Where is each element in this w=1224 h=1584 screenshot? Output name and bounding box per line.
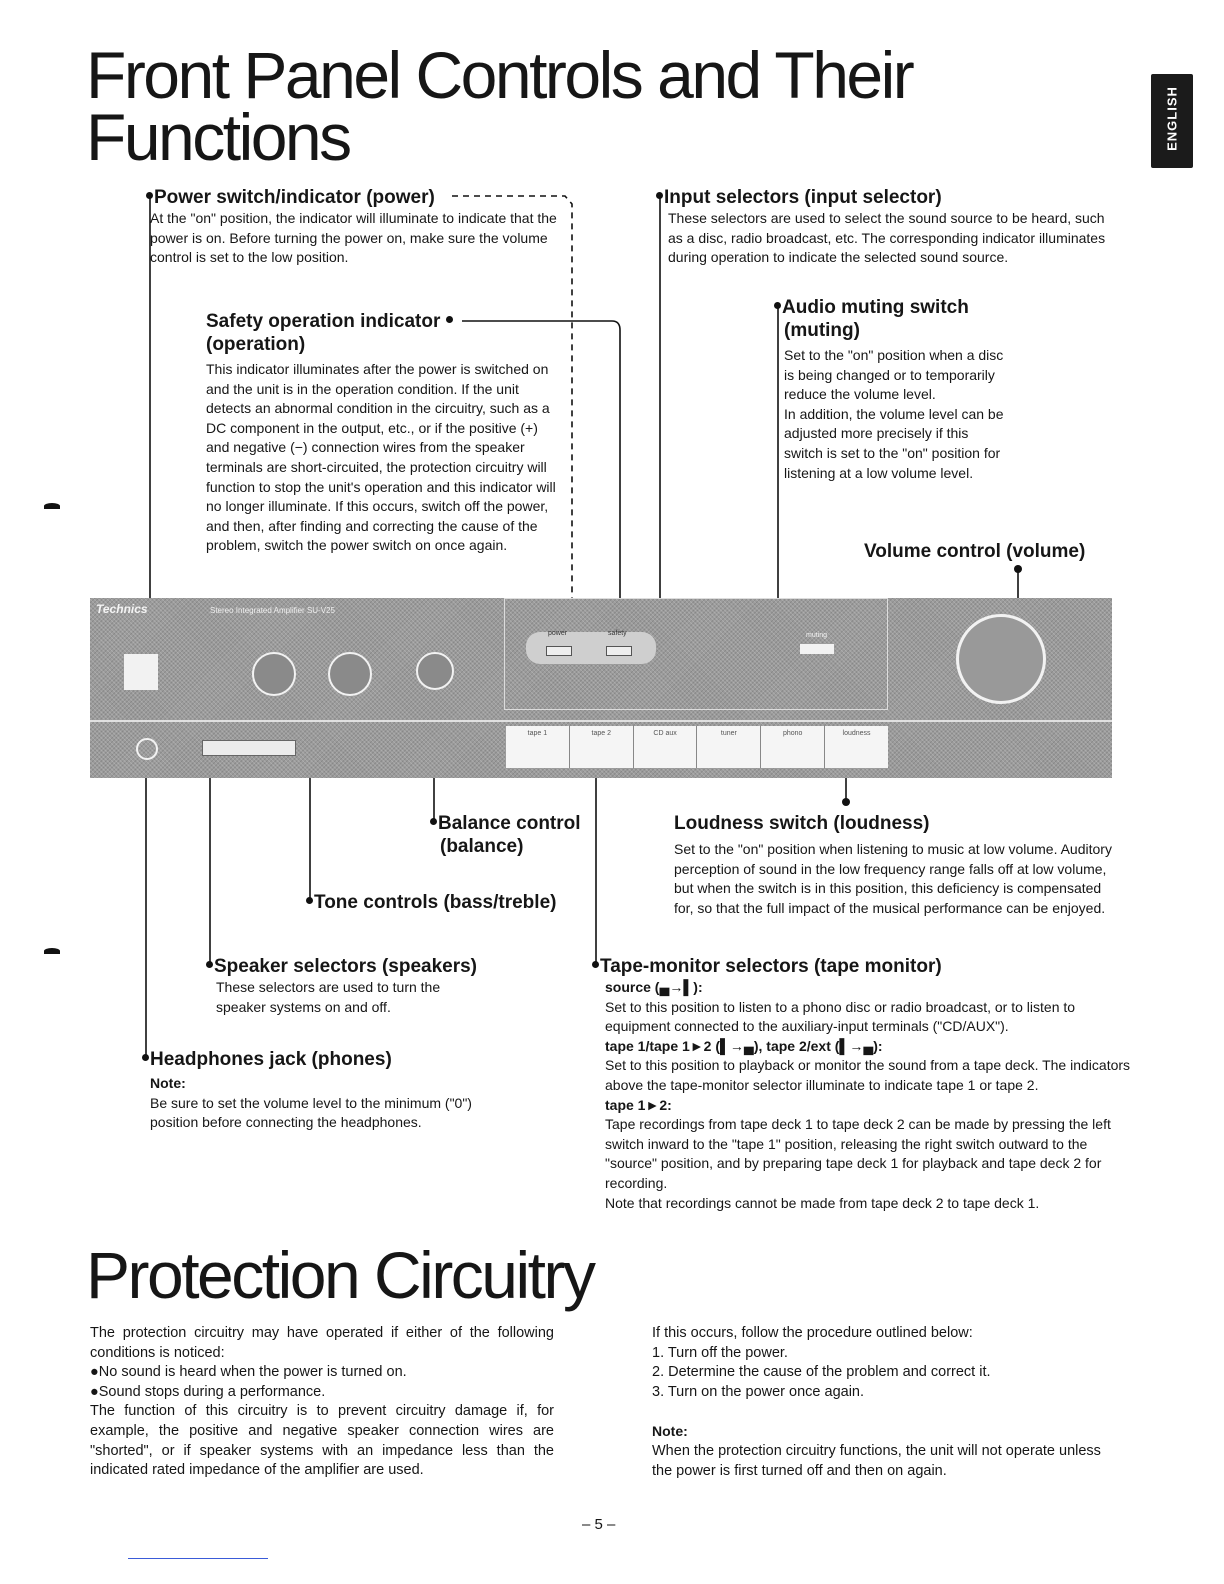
protection-title: Protection Circuitry bbox=[86, 1238, 594, 1312]
tape-monitor-section: Tape-monitor selectors (tape monitor) source (▄→▌): Set to this position to listen to a phono disc or radio broadcast, or to listen to equipment connected to the auxiliary-input terminals ("CD/AUX"). tape 1/tape 1►2 (▌→▄), tape 2/ext (▌→▄): Set to this position to playback or monitor the sound from a tape deck. The indicators above the tape-monitor selector illuminate to indicate tape 1 or tape 2. tape 1►2: Tape recordings from tape deck 1 to tape deck 2 can be made by pressing the left switch inward to the "tape 1" position, releasing the right switch outward to the "source" position, and by preparing tape deck 1 for playback and tape deck 2 for recording. Note that recordings cannot be made from tape deck 2 to tape deck 1. bbox=[592, 955, 1140, 1213]
speakers-section: Speaker selectors (speakers) These selectors are used to turn the speaker systems on and off. bbox=[206, 955, 526, 1017]
margin-mark bbox=[44, 948, 60, 954]
front-panel-illustration: Technics Stereo Integrated Amplifier SU-V25 power safety muting tape 1 tape 2 CD aux tuner phono loudness bbox=[90, 598, 1112, 778]
model-name: Stereo Integrated Amplifier SU-V25 bbox=[210, 606, 335, 615]
bullet-icon bbox=[446, 316, 453, 323]
input-text: These selectors are used to select the sound source to be heard, such as a disc, radio broadcast, etc. The corresponding indicator illuminates during operation to indicate the selected sound source. bbox=[668, 210, 1106, 266]
selector-tape2[interactable]: tape 2 bbox=[570, 726, 634, 768]
input-label: Input selectors (input selector) bbox=[656, 186, 1126, 209]
tone-label: Tone controls (bass/treble) bbox=[306, 891, 556, 914]
bullet-icon bbox=[592, 961, 599, 968]
safety-section: Safety operation indicator (operation) This indicator illuminates after the power is switched on and the unit is in the operation condition. If the unit detects an abnormal condition in the circuitry, such as a DC component in the output, etc., or if the positive (+) and negative (−) connection wires from the speaker terminals are short-circuited, the protection circuitry will function to stop the unit's operation and this indicator will no longer illuminate. If this occurs, switch off the power, and then, after finding and correcting the cause of the problem, switch the power switch on once again. bbox=[206, 310, 566, 556]
bullet-icon bbox=[306, 897, 313, 904]
selector-row bbox=[506, 726, 888, 768]
bullet-icon bbox=[206, 961, 213, 968]
speakers-label: Speaker selectors (speakers) bbox=[206, 955, 526, 978]
selector-tuner[interactable]: tuner bbox=[697, 726, 761, 768]
muting-label: Audio muting switch bbox=[774, 296, 1014, 319]
muting-section: Audio muting switch (muting) Set to the "on" position when a disc is being changed or to temporarily reduce the volume level. In addition, the volume level can be adjusted more precisely if this switch is set to the "on" position for listening at a low volume level. bbox=[774, 296, 1014, 483]
brand-logo: Technics bbox=[96, 602, 148, 616]
speaker-selector[interactable] bbox=[202, 740, 296, 756]
tape-monitor-label: Tape-monitor selectors (tape monitor) bbox=[592, 955, 1140, 978]
page-number: – 5 – bbox=[582, 1516, 616, 1533]
safety-text: This indicator illuminates after the power is switched on and the unit is in the operation condition. If the unit detects an abnormal condition in the circuitry, such as a DC component in the output, etc., or if the positive (+) and negative (−) connection wires from the speaker terminals are short-circuited, the protection circuitry will function to stop the unit's operation and this indicator will no longer illuminate. If this occurs, switch off the power, and then, after finding and correcting the cause of the problem, switch the power switch on once again. bbox=[206, 361, 556, 554]
loudness-section: Loudness switch (loudness) Set to the "on" position when listening to music at low volume. Auditory perception of sound in the low frequency range falls off at low volume, but when the switch is in this position, this deficiency is compensated for, so that the full impact of the musical performance can be enjoyed. bbox=[674, 812, 1124, 918]
indicator-pair: power safety bbox=[526, 632, 656, 664]
selector-cd-aux[interactable]: CD aux bbox=[634, 726, 698, 768]
input-section bbox=[656, 186, 1126, 268]
operation-indicator bbox=[606, 646, 632, 656]
selector-phono[interactable]: phono bbox=[761, 726, 825, 768]
power-label: Power switch/indicator (power) bbox=[146, 186, 576, 209]
selector-tape1[interactable]: tape 1 bbox=[506, 726, 570, 768]
balance-label: Balance control (balance) bbox=[430, 812, 581, 858]
muting-switch[interactable] bbox=[800, 644, 834, 654]
power-indicator bbox=[546, 646, 572, 656]
bullet-icon bbox=[146, 192, 153, 199]
footer-rule bbox=[128, 1558, 268, 1559]
loudness-label: Loudness switch (loudness) bbox=[674, 813, 930, 834]
phones-jack[interactable] bbox=[136, 738, 158, 760]
phones-section: Headphones jack (phones) Note: Be sure to set the volume level to the minimum ("0") position before connecting the headphones. bbox=[142, 1048, 502, 1133]
bullet-icon bbox=[656, 192, 663, 199]
bullet-icon bbox=[430, 818, 437, 825]
balance-knob[interactable] bbox=[416, 652, 454, 690]
selector-loudness[interactable]: loudness bbox=[842, 730, 871, 737]
bullet-icon bbox=[142, 1054, 149, 1061]
bass-knob[interactable] bbox=[252, 652, 296, 696]
volume-knob[interactable] bbox=[956, 614, 1046, 704]
protection-left: The protection circuitry may have operated if either of the following conditions is noticed: ●No sound is heard when the power is turned on. ●Sound stops during a performance. The function of this circuitry is to prevent circuitry damage if, for example, the positive and negative speaker connection wires are "shorted", or if speaker systems with an impedance less than the indicated rated impedance of the amplifier are used. bbox=[90, 1325, 554, 1479]
power-text: At the "on" position, the indicator will illuminate to indicate that the power is on. Before turning the power on, make sure the volume control is set to the low position. bbox=[150, 210, 557, 266]
divider bbox=[90, 720, 1112, 722]
margin-mark bbox=[44, 503, 60, 509]
phones-label: Headphones jack (phones) bbox=[142, 1048, 502, 1071]
treble-knob[interactable] bbox=[328, 652, 372, 696]
power-section bbox=[146, 186, 576, 268]
protection-right: If this occurs, follow the procedure outlined below: 1. Turn off the power. 2. Determine the cause of the problem and correct it. 3. Turn on the power once again. Note: When the protection circuitry functions, the unit will not operate unless the power is first turned off and then on again. bbox=[652, 1325, 1101, 1479]
page-title: Front Panel Controls and Their Functions bbox=[86, 38, 913, 174]
safety-label: Safety operation indicator bbox=[206, 310, 566, 333]
power-switch[interactable] bbox=[124, 654, 158, 690]
language-tab: ENGLISH bbox=[1151, 74, 1193, 168]
bullet-icon bbox=[774, 302, 781, 309]
volume-label: Volume control (volume) bbox=[864, 541, 1086, 562]
